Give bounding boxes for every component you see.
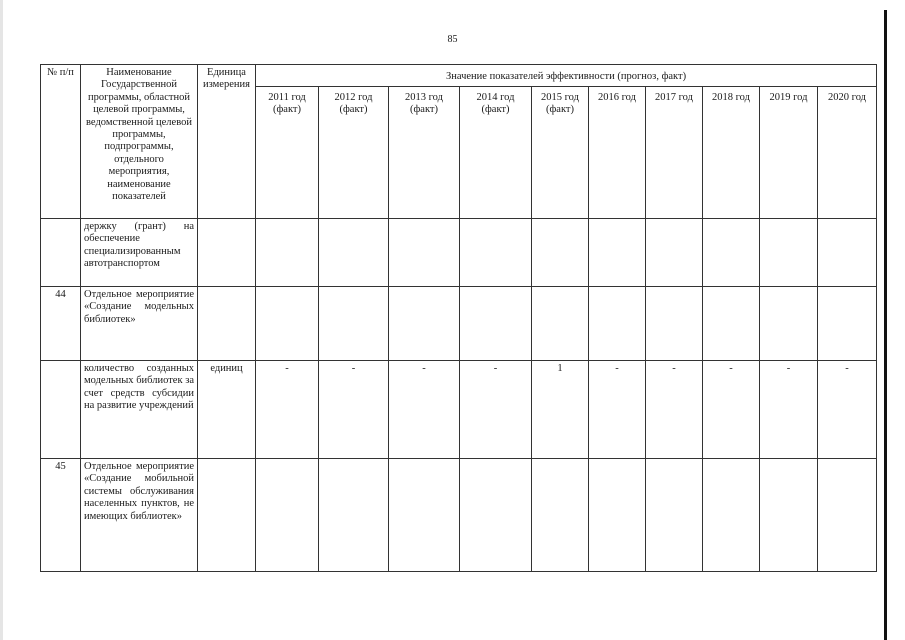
value-cell bbox=[532, 459, 589, 572]
performance-indicators-table bbox=[40, 64, 877, 572]
value-cell bbox=[460, 287, 532, 361]
table-row bbox=[41, 459, 877, 572]
header-year: 2016 год bbox=[589, 87, 646, 219]
header-unit: Единица измерения bbox=[198, 65, 256, 219]
value-cell: - bbox=[589, 361, 646, 459]
value-cell bbox=[589, 219, 646, 287]
table-row bbox=[41, 287, 877, 361]
row-number: 44 bbox=[41, 287, 81, 361]
header-year: 2020 год bbox=[818, 87, 877, 219]
table-row bbox=[41, 219, 877, 287]
value-cell bbox=[818, 459, 877, 572]
value-cell bbox=[646, 219, 703, 287]
value-cell bbox=[460, 459, 532, 572]
value-cell bbox=[589, 459, 646, 572]
row-unit bbox=[198, 287, 256, 361]
value-cell: - bbox=[818, 361, 877, 459]
value-cell bbox=[703, 459, 760, 572]
value-cell bbox=[703, 287, 760, 361]
value-cell bbox=[256, 459, 319, 572]
value-cell bbox=[389, 219, 460, 287]
value-cell bbox=[589, 287, 646, 361]
row-number bbox=[41, 219, 81, 287]
value-cell bbox=[532, 287, 589, 361]
value-cell bbox=[319, 219, 389, 287]
value-cell bbox=[319, 287, 389, 361]
row-name: Отдельное мероприятие «Создание модельных библиотек» bbox=[81, 287, 198, 361]
value-cell: - bbox=[646, 361, 703, 459]
row-name: держку (грант) на обеспечение специализированным автотранспортом bbox=[81, 219, 198, 287]
value-cell bbox=[532, 219, 589, 287]
table-row bbox=[41, 361, 877, 459]
scan-edge-shadow bbox=[0, 0, 3, 640]
row-number bbox=[41, 361, 81, 459]
value-cell: - bbox=[319, 361, 389, 459]
header-year: 2013 год (факт) bbox=[389, 87, 460, 219]
value-cell bbox=[646, 287, 703, 361]
value-cell bbox=[818, 219, 877, 287]
header-name: Наименование Государственной программы, областной целевой программы, ведомственной целевой программы, подпрограммы, отдельного мероприятия, наименование показателей bbox=[81, 65, 198, 219]
value-cell bbox=[760, 219, 818, 287]
value-cell: - bbox=[256, 361, 319, 459]
header-year: 2017 год bbox=[646, 87, 703, 219]
value-cell bbox=[319, 459, 389, 572]
header-year: 2018 год bbox=[703, 87, 760, 219]
header-year: 2012 год (факт) bbox=[319, 87, 389, 219]
row-unit bbox=[198, 219, 256, 287]
value-cell bbox=[389, 459, 460, 572]
row-unit: единиц bbox=[198, 361, 256, 459]
header-year: 2011 год (факт) bbox=[256, 87, 319, 219]
value-cell: - bbox=[389, 361, 460, 459]
header-indicator-values: Значение показателей эффективности (прогноз, факт) bbox=[256, 65, 877, 87]
header-year: 2015 год (факт) bbox=[532, 87, 589, 219]
value-cell bbox=[760, 459, 818, 572]
value-cell: 1 bbox=[532, 361, 589, 459]
value-cell: - bbox=[703, 361, 760, 459]
header-year: 2019 год bbox=[760, 87, 818, 219]
row-name: количество созданных модельных библиотек за счет средств субсидии на развитие учреждений bbox=[81, 361, 198, 459]
row-number: 45 bbox=[41, 459, 81, 572]
value-cell bbox=[760, 287, 818, 361]
value-cell bbox=[389, 287, 460, 361]
value-cell bbox=[460, 219, 532, 287]
value-cell bbox=[256, 287, 319, 361]
value-cell: - bbox=[760, 361, 818, 459]
header-number: № п/п bbox=[41, 65, 81, 219]
row-unit bbox=[198, 459, 256, 572]
value-cell bbox=[256, 219, 319, 287]
value-cell bbox=[818, 287, 877, 361]
page-number: 85 bbox=[447, 34, 458, 45]
value-cell: - bbox=[460, 361, 532, 459]
value-cell bbox=[703, 219, 760, 287]
page-right-border bbox=[884, 10, 887, 640]
row-name: Отдельное мероприятие «Создание мобильной системы обслуживания населенных пунктов, не имеющих библиотек» bbox=[81, 459, 198, 572]
header-year: 2014 год (факт) bbox=[460, 87, 532, 219]
value-cell bbox=[646, 459, 703, 572]
